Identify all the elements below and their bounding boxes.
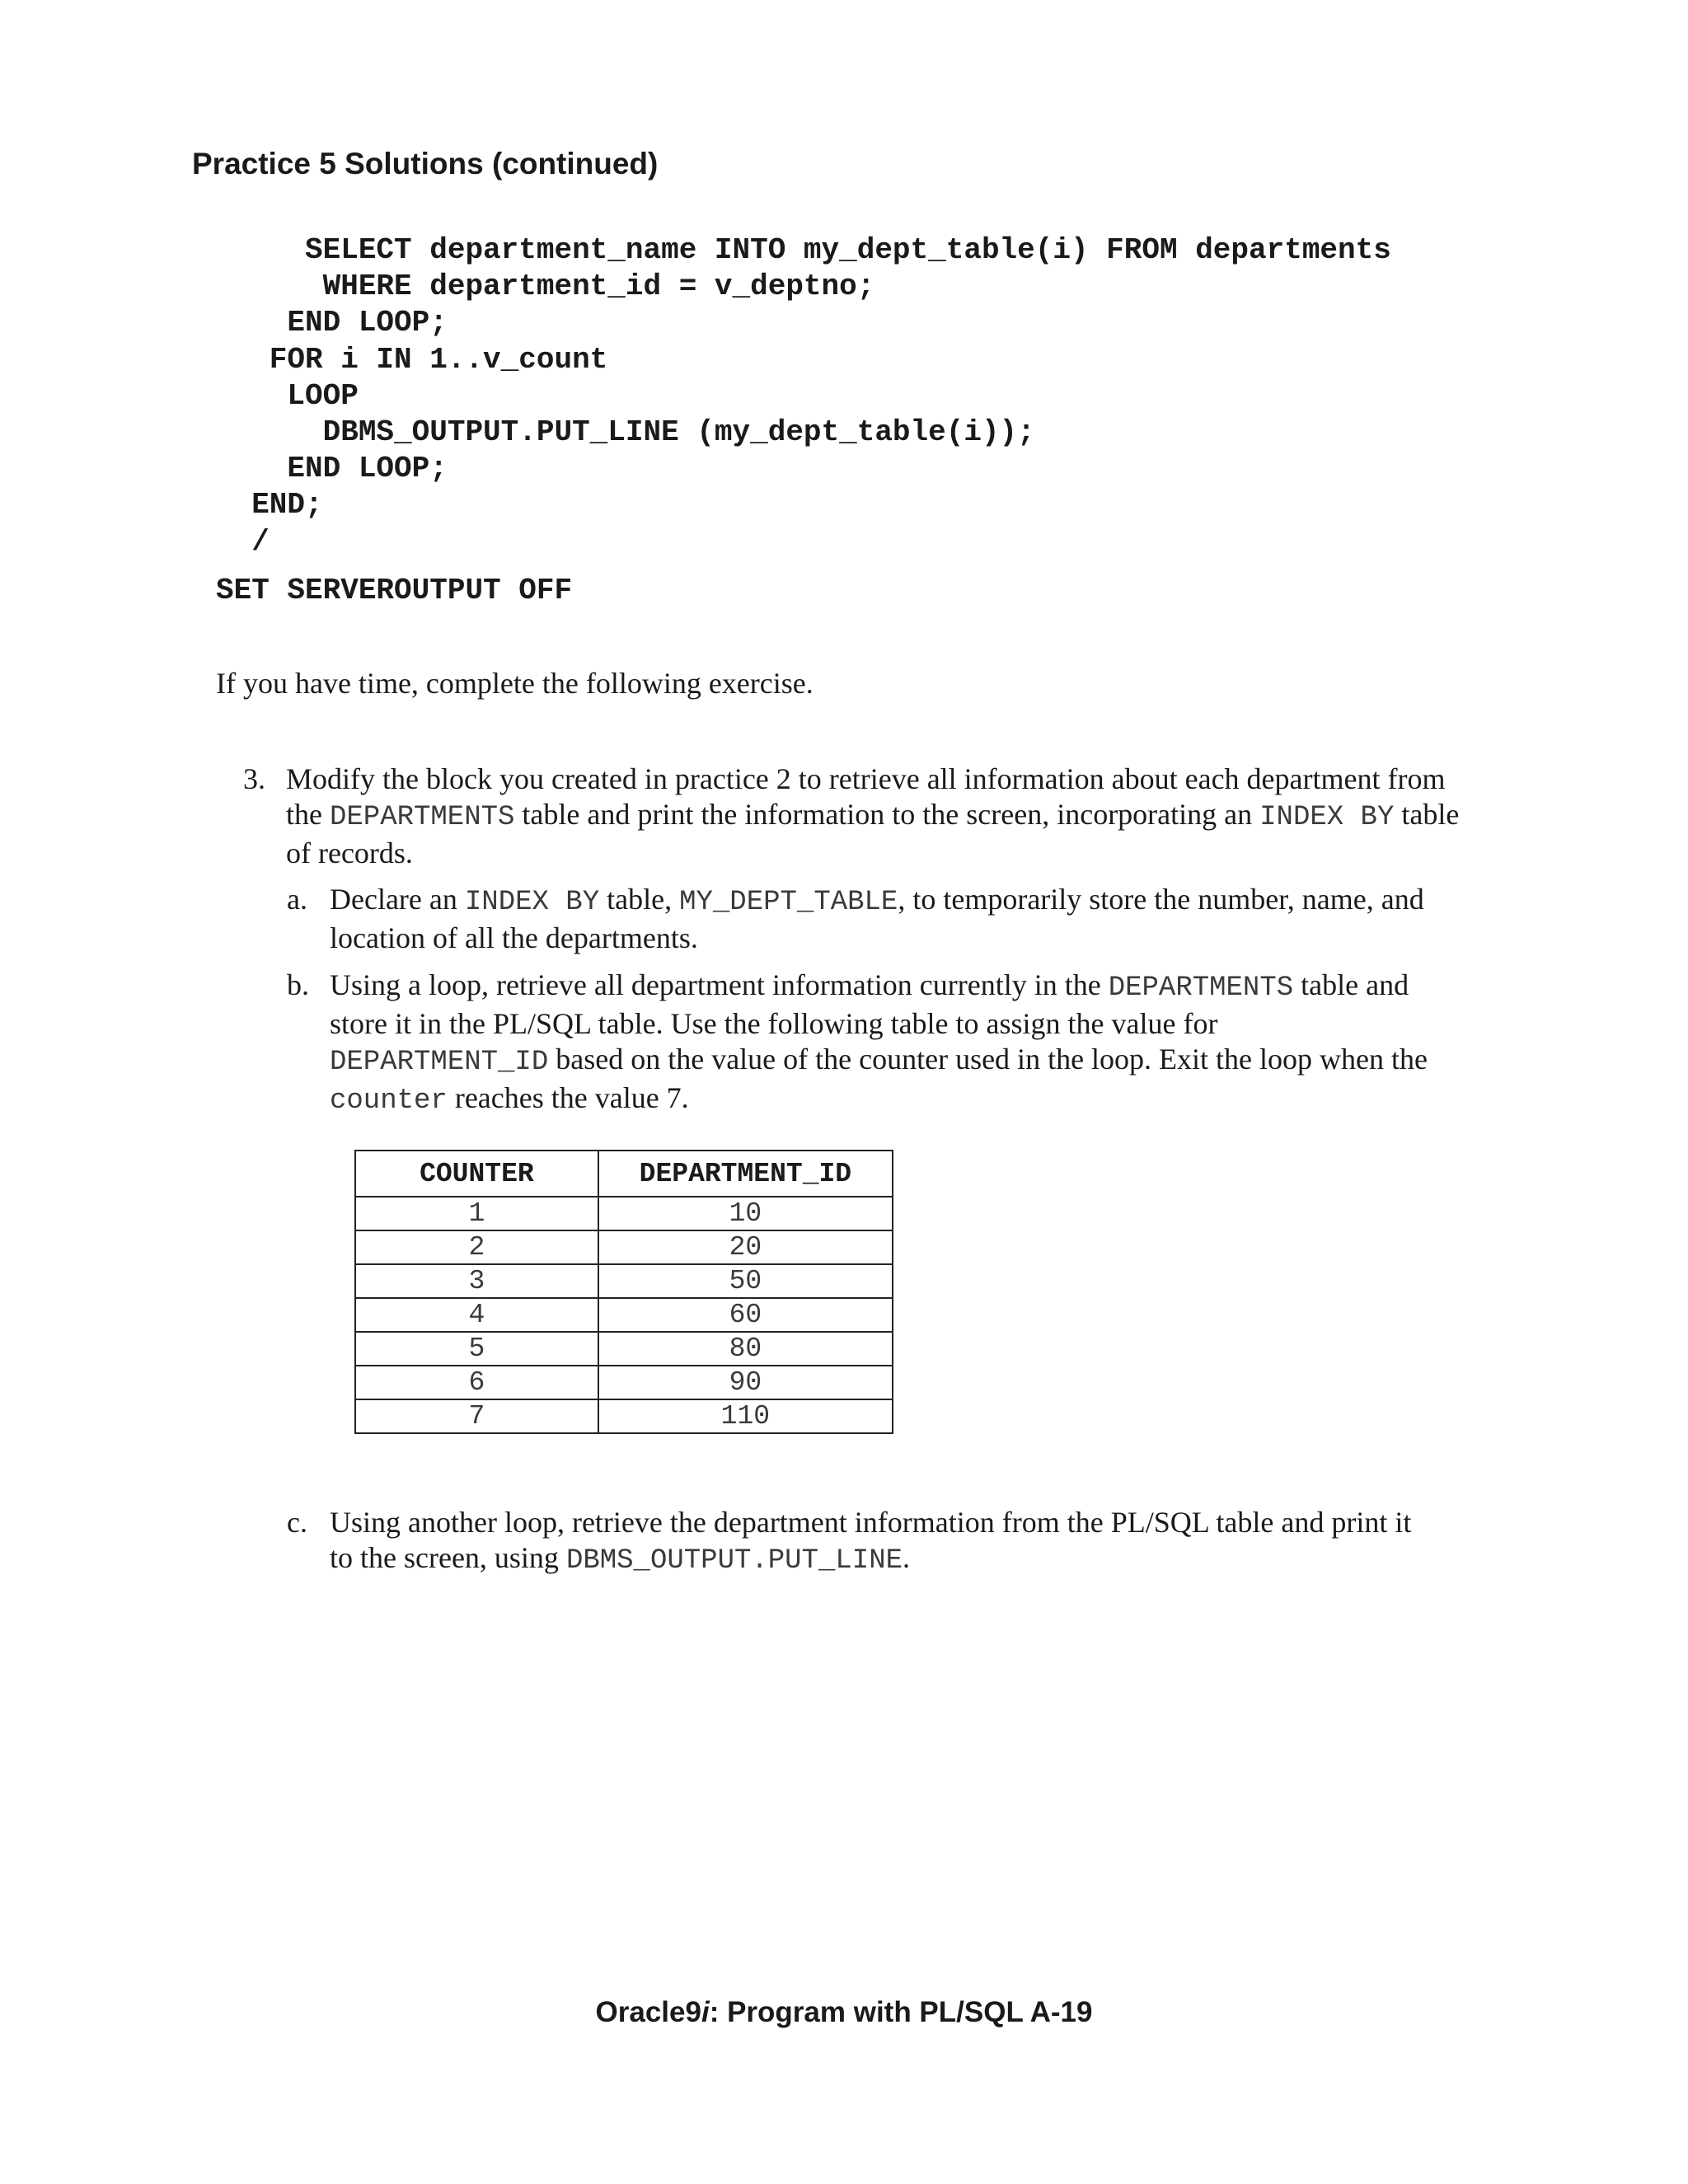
text-run: Using another loop, retrieve the department information from the PL/SQL table and print it to the screen, using: [330, 1506, 1412, 1574]
intro-text: If you have time, complete the following exercise.: [216, 667, 814, 700]
code-run: INDEX BY: [1259, 802, 1395, 833]
code-run: DEPARTMENTS: [329, 802, 515, 833]
table-row: [355, 1399, 893, 1433]
code-run: DEPARTMENT_ID: [330, 1047, 549, 1078]
step-a: [287, 882, 1441, 956]
step-letter: b.: [287, 968, 309, 1001]
counter-table: [354, 1150, 893, 1434]
code-line: END LOOP;: [216, 452, 448, 486]
table-row: [355, 1332, 893, 1366]
counter-cell: 3: [355, 1264, 598, 1298]
text-run: table and print the information to the screen, incorporating an: [514, 798, 1260, 831]
text-run: Modify the block you created in practice 2 to retrieve all information about each department from the: [286, 762, 1446, 831]
text-run: .: [903, 1541, 911, 1574]
step-c-text: [330, 1505, 1441, 1579]
text-run: reaches the value 7.: [447, 1081, 689, 1114]
department-id-cell: 10: [598, 1197, 893, 1230]
code-line: SELECT department_name INTO my_dept_table(i) FROM departments: [216, 233, 1391, 267]
exercise-3-text: [286, 762, 1479, 871]
code-run: MY_DEPT_TABLE: [679, 887, 898, 918]
department-id-cell: 60: [598, 1298, 893, 1332]
counter-cell: 4: [355, 1298, 598, 1332]
code-block: [216, 232, 1391, 560]
counter-cell: 2: [355, 1230, 598, 1264]
text-run: Declare an: [330, 883, 465, 916]
table-header-row: [355, 1151, 893, 1197]
table-row: [355, 1230, 893, 1264]
set-serveroutput-line: SET SERVEROUTPUT OFF: [216, 574, 573, 607]
code-run: DEPARTMENTS: [1108, 972, 1294, 1004]
text-run: based on the value of the counter used in the loop. Exit the loop when the: [548, 1043, 1428, 1076]
page-heading: Practice 5 Solutions (continued): [192, 147, 659, 180]
footer-text: Oracle9: [595, 1996, 701, 2028]
code-run: DBMS_OUTPUT.PUT_LINE: [565, 1545, 903, 1577]
code-line: END LOOP;: [216, 306, 448, 340]
table-row: [355, 1366, 893, 1399]
text-run: table,: [599, 883, 680, 916]
step-letter: c.: [287, 1506, 307, 1539]
step-a-text: [330, 882, 1441, 956]
footer-italic: i: [701, 1996, 710, 2028]
table-row: [355, 1264, 893, 1298]
code-line: /: [216, 524, 270, 559]
text-run: , to temporarily store the number, name, and location of all the departments.: [330, 883, 1424, 954]
department-id-cell: 90: [598, 1366, 893, 1399]
code-line: WHERE department_id = v_deptno;: [216, 269, 875, 304]
footer-text: : Program with PL/SQL A-19: [709, 1996, 1093, 2028]
text-run: table and store it in the PL/SQL table. Use the following table to assign the value for: [330, 968, 1409, 1040]
exercise-number: 3.: [243, 762, 265, 795]
code-run: counter: [330, 1085, 448, 1117]
step-c: [287, 1505, 1441, 1579]
code-line: END;: [216, 488, 323, 523]
department-id-cell: 110: [598, 1399, 893, 1433]
table-row: [355, 1197, 893, 1230]
counter-cell: 1: [355, 1197, 598, 1230]
page-footer: [0, 1996, 1688, 2029]
exercise-3: [243, 762, 1479, 871]
department-id-cell: 80: [598, 1332, 893, 1366]
department-id-cell: 20: [598, 1230, 893, 1264]
department-id-cell: 50: [598, 1264, 893, 1298]
column-header-department-id: DEPARTMENT_ID: [598, 1151, 893, 1197]
counter-cell: 5: [355, 1332, 598, 1366]
code-run: INDEX BY: [464, 887, 600, 918]
column-header-counter: COUNTER: [355, 1151, 598, 1197]
step-b: [287, 968, 1441, 1119]
step-b-text: [330, 968, 1441, 1119]
code-line: DBMS_OUTPUT.PUT_LINE (my_dept_table(i));: [216, 415, 1035, 450]
counter-cell: 6: [355, 1366, 598, 1399]
code-line: LOOP: [216, 378, 359, 413]
table-row: [355, 1298, 893, 1332]
step-letter: a.: [287, 883, 307, 916]
counter-cell: 7: [355, 1399, 598, 1433]
code-line: FOR i IN 1..v_count: [216, 342, 608, 377]
text-run: table of records.: [286, 798, 1460, 869]
text-run: Using a loop, retrieve all department information currently in the: [330, 968, 1109, 1001]
